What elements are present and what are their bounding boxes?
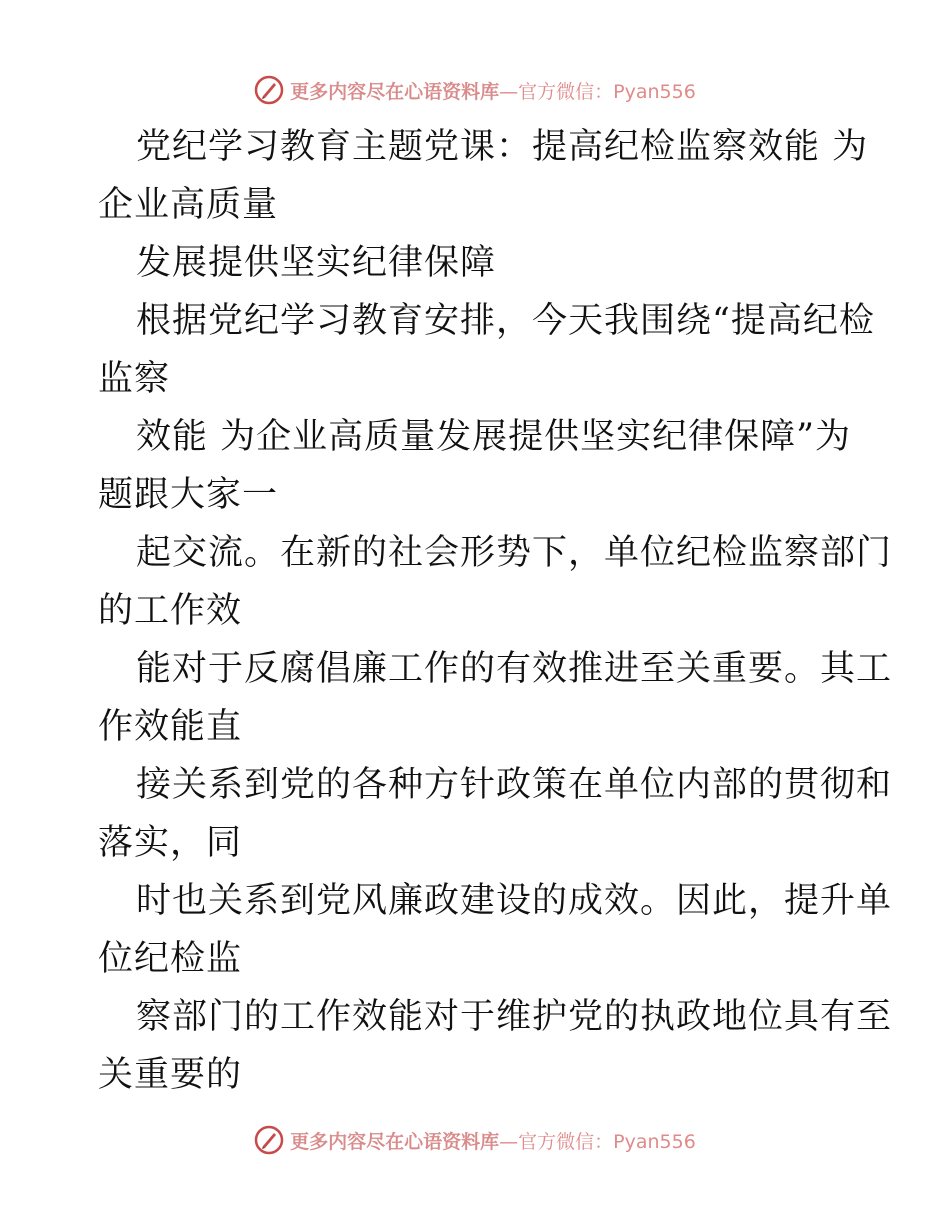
text-line: 监察 — [98, 359, 171, 399]
watermark-wechat: —官方微信：Pyan556 — [499, 1130, 696, 1153]
document-body — [98, 118, 893, 1104]
footer-watermark-banner — [0, 1120, 950, 1160]
text-line: 题跟大家一 — [98, 475, 279, 515]
header-watermark-banner — [0, 70, 950, 110]
text-line: 根据党纪学习教育安排，今天我围绕“提高纪检 — [136, 301, 875, 341]
text-line: 发展提供坚实纪律保障 — [136, 243, 497, 283]
text-line: 的工作效 — [98, 591, 243, 631]
quill-logo-icon — [254, 75, 284, 105]
text-line: 时也关系到党风廉政建设的成效。因此，提升单 — [136, 881, 893, 921]
text-line: 作效能直 — [98, 707, 243, 747]
text-line: 落实，同 — [98, 823, 243, 863]
quill-logo-icon — [254, 1125, 284, 1155]
text-line: 接关系到党的各种方针政策在单位内部的贯彻和 — [136, 765, 893, 805]
text-line: 能对于反腐倡廉工作的有效推进至关重要。其工 — [136, 649, 893, 689]
text-line: 位纪检监 — [98, 939, 243, 979]
text-line: 效能 为企业高质量发展提供坚实纪律保障”为 — [136, 417, 852, 457]
watermark-wechat: —官方微信：Pyan556 — [499, 80, 696, 103]
watermark-text: 更多内容尽在心语资料库 — [290, 80, 500, 103]
watermark-text: 更多内容尽在心语资料库 — [290, 1130, 500, 1153]
text-line: 察部门的工作效能对于维护党的执政地位具有至 — [136, 997, 893, 1037]
text-line: 党纪学习教育主题党课：提高纪检监察效能 为 — [136, 127, 869, 167]
text-line: 起交流。在新的社会形势下，单位纪检监察部门 — [136, 533, 893, 573]
text-line: 企业高质量 — [98, 185, 279, 225]
text-line: 关重要的 — [98, 1055, 243, 1095]
